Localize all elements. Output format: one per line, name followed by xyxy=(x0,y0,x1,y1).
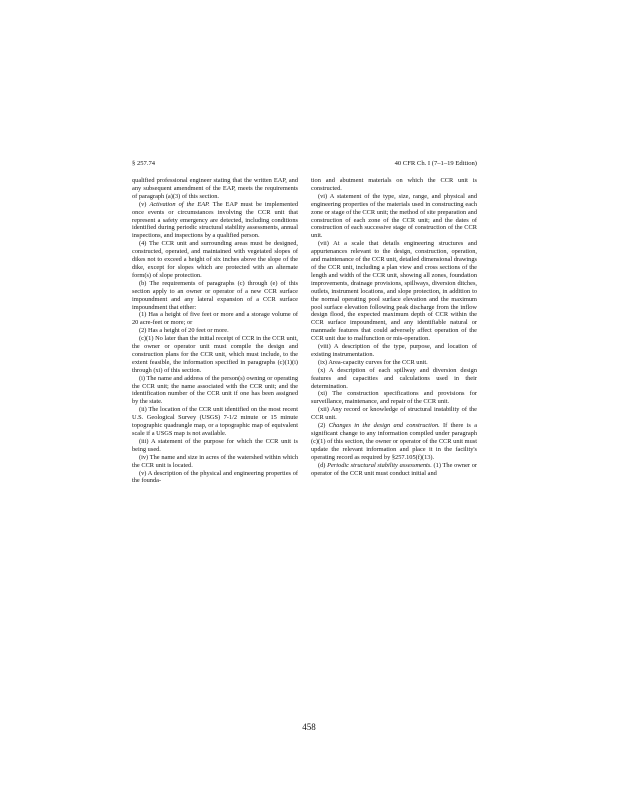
paragraph-text: If there is a significant change to any information compiled under paragraph (c)(1) of this section, the owner or operator of the CCR unit must update the relevant information and place it in the facility's operating record as required by §257.105(f)(13). xyxy=(311,422,478,461)
paragraph xyxy=(132,327,298,335)
paragraph xyxy=(132,335,298,375)
paragraph-heading: Activation of the EAP. xyxy=(149,200,210,208)
paragraph xyxy=(311,462,477,478)
paragraph-text: (2) Has a height of 20 feet or more. xyxy=(139,327,229,335)
paragraph xyxy=(132,177,298,201)
paragraph xyxy=(311,177,477,193)
paragraph-text: The EAP must be implemented once events or circumstances involving the CCR unit that represent a safety emergency are detected, including conditions identified during periodic structural stability assessments, annual inspections, and inspections by a qualified person. xyxy=(132,200,298,240)
running-head-section: § 257.74 xyxy=(132,160,156,167)
paragraph-text: tion and abutment materials on which the CCR unit is constructed. xyxy=(311,177,477,192)
page-number: 458 xyxy=(302,722,316,732)
paragraph-text: (viii) A description of the type, purpose, and location of existing instrumentation. xyxy=(311,343,477,358)
paragraph-text: (ix) Area-capacity curves for the CCR unit. xyxy=(318,358,428,366)
paragraph xyxy=(311,343,477,359)
paragraph-text: (4) The CCR unit and surrounding areas must be designed, constructed, operated, and maintained with vegetated slopes of dikes not to exceed a height of six inches above the slope of the dike, except for slopes which are protected with an alternate form(s) of slope protection. xyxy=(132,240,298,279)
left-text-column xyxy=(132,177,298,485)
paragraph-text: (x) A description of each spillway and diversion design features and capacities and calculations used in their determination. xyxy=(311,366,477,390)
paragraph-text: (1) The owner or operator of the CCR unit must conduct initial and xyxy=(311,461,477,477)
paragraph-text: (ii) The location of the CCR unit identified on the most recent U.S. Geological Survey (USGS) 7-1/2 minute or 15 minute topographic quadrangle map, or a topographic map of equivalent scale if a USGS map is not available. xyxy=(132,406,298,437)
paragraph xyxy=(132,311,298,327)
paragraph-text: (iv) The name and size in acres of the watershed within which the CCR unit is located. xyxy=(132,453,298,469)
paragraph xyxy=(311,359,477,367)
running-head-title: 40 CFR Ch. I (7–1–19 Edition) xyxy=(394,160,477,167)
paragraph xyxy=(311,367,477,391)
paragraph xyxy=(311,406,477,422)
running-head xyxy=(132,159,477,169)
paragraph-text: (xii) Any record or knowledge of structural instability of the CCR unit. xyxy=(311,406,477,422)
paragraph xyxy=(311,422,477,462)
paragraph xyxy=(132,240,298,280)
paragraph xyxy=(132,406,298,438)
paragraph-text: (c)(1) No later than the initial receipt of CCR in the CCR unit, the owner or operator unit must compile the design and construction plans for the CCR unit, which must include, to the extent feasible, the information specified in paragraphs (c)(1)(i) through (xi) of this section. xyxy=(132,335,298,374)
paragraph xyxy=(311,390,477,406)
paragraph-text: (vi) A statement of the type, size, range, and physical and engineering properties of the materials used in constructing each zone or stage of the CCR unit; the method of site preparation and construction of each zone of the CCR unit; and the dates of construction of each successive stage of construction of the CCR unit. xyxy=(311,192,477,240)
paragraph xyxy=(311,193,477,240)
paragraph-heading: Changes in the design and construction. xyxy=(328,422,440,430)
paragraph-text: qualified professional engineer stating that the written EAP, and any subsequent amendment of the EAP, meets the requirements of paragraph (a)(3) of this section. xyxy=(132,177,298,200)
paragraph-text: (1) Has a height of five feet or more and a storage volume of 20 acre-feet or more; or xyxy=(132,311,298,327)
paragraph-lead: (2) xyxy=(318,422,329,430)
paragraph xyxy=(132,375,298,407)
paragraph-text: (b) The requirements of paragraphs (c) through (e) of this section apply to an owner or operator of a new CCR surface impoundment and any lateral expansion of a CCR surface impoundment that either: xyxy=(132,279,298,311)
paragraph-text: (xi) The construction specifications and provisions for surveillance, maintenance, and repair of the CCR unit. xyxy=(311,390,477,406)
paragraph-text: (iii) A statement of the purpose for which the CCR unit is being used. xyxy=(132,437,298,453)
paragraph xyxy=(132,454,298,470)
paragraph xyxy=(311,240,477,343)
paragraph xyxy=(132,201,298,241)
paragraph xyxy=(132,438,298,454)
paragraph xyxy=(132,470,298,486)
paragraph-lead: (d) xyxy=(318,461,328,469)
paragraph-text: (i) The name and address of the person(s) owning or operating the CCR unit; the name associated with the CCR unit; and the identification number of the CCR unit if one has been assigned by the state. xyxy=(132,374,298,406)
paragraph-text: (vii) At a scale that details engineering structures and appurtenances relevant to the design, construction, operation, and maintenance of the CCR unit, detailed dimensional drawings of the CCR unit, including a plan view and cross sections of the length and width of the CCR unit, showing all zones, foundation improvements, drainage provisions, spillways, diversion ditches, outlets, instrument locations, and slope protection, in addition to the normal operating pool surface elevation and the maximum pool surface elevation following peak discharge from the inflow design flood, the expected maximum depth of CCR within the CCR surface impoundment, and any identifiable natural or manmade features that could adversely affect operation of the CCR unit due to malfunction or mis-operation. xyxy=(311,240,477,343)
paragraph-lead: (v) xyxy=(139,200,150,208)
paragraph-heading: Periodic structural stability assessments. xyxy=(327,461,432,469)
right-text-column xyxy=(311,177,477,477)
paragraph-text: (v) A description of the physical and engineering properties of the founda- xyxy=(132,469,298,485)
paragraph xyxy=(132,280,298,312)
